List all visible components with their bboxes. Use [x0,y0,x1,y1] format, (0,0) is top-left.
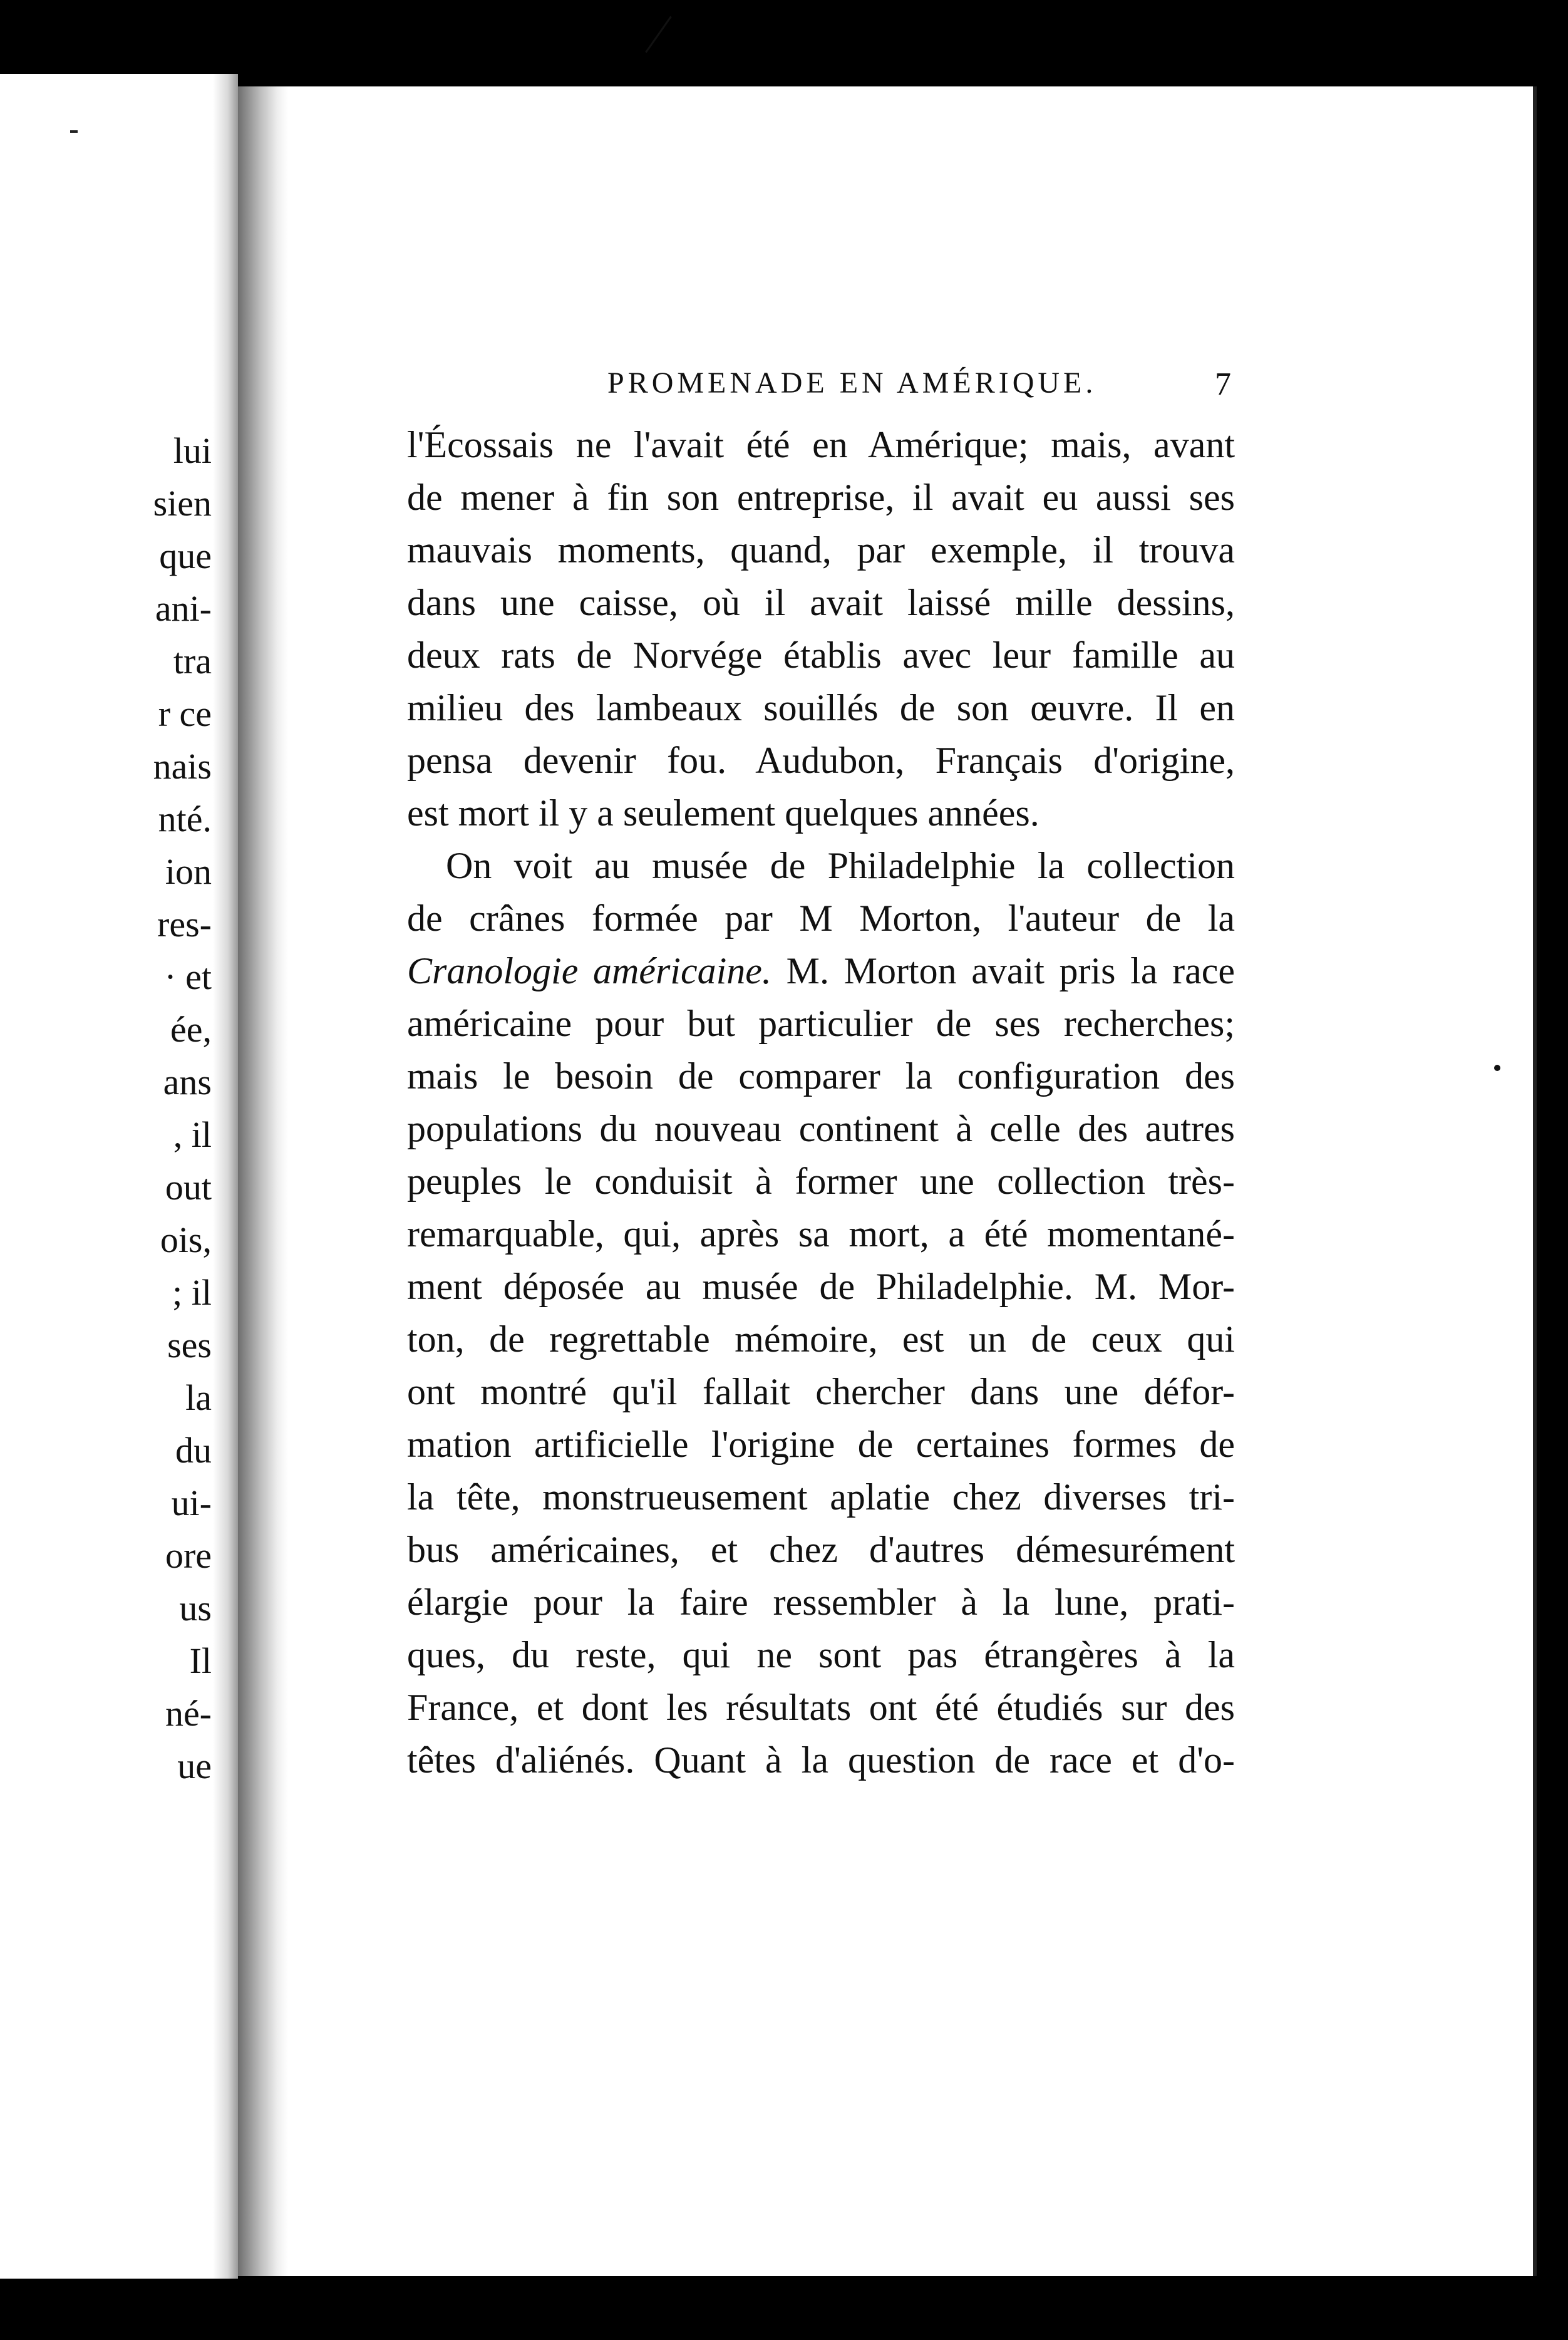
running-head: PROMENADE EN AMÉRIQUE. [607,366,1097,400]
text-line: mais le besoin de comparer la configuration des [407,1055,1235,1097]
text-line: ment déposée au musée de Philadelphie. M. Mor- [407,1266,1235,1307]
text-line-remainder: M. Morton avait pris la race [786,950,1235,991]
text-line-with-title [407,945,1235,997]
left-fragment-line: la [185,1377,212,1418]
text-line: bus américaines, et chez d'autres démesurément [407,1529,1235,1570]
text-line: remarquable, qui, après sa mort, a été momentané- [407,1213,1235,1255]
left-fragment-line: us [179,1588,212,1628]
left-fragment-line: nais [153,746,212,787]
left-page-fragment [0,74,238,2279]
text-line: populations du nouveau continent à celle des autres [407,1108,1235,1149]
left-page-gutter [213,74,238,2279]
left-fragment-line: , il [173,1114,212,1155]
left-fragment-line: ue [177,1746,212,1786]
paragraph-start-line: On voit au musée de Philadelphie la collection [446,845,1235,886]
page-edge [1533,86,1537,2276]
left-fragment-line: ée, [170,1009,212,1050]
left-fragment-line: ore [165,1535,212,1576]
text-line: élargie pour la faire ressembler à la lune, prati- [407,1582,1235,1623]
left-fragment-line: lui [173,430,212,471]
text-line: américaine pour but particulier de ses recherches; [407,1003,1235,1044]
text-line: peuples le conduisit à former une collection très- [407,1161,1235,1202]
left-fragment-line: ses [167,1325,212,1365]
left-fragment-line: ani- [155,588,212,629]
left-fragment-line: sien [153,483,212,524]
text-line: deux rats de Norvége établis avec leur famille au [407,634,1235,676]
page-number: 7 [1215,366,1231,402]
left-fragment-line: ; il [172,1272,212,1313]
scan-artifact [645,16,672,53]
left-fragment-line: res- [157,904,212,945]
left-fragment-line: du [175,1430,212,1471]
left-fragment-line: r ce [158,693,212,734]
text-line: têtes d'aliénés. Quant à la question de race et d'o- [407,1739,1235,1781]
left-fragment-line: que [159,536,212,576]
text-line: dans une caisse, où il avait laissé mille dessins, [407,582,1235,623]
text-line: ont montré qu'il fallait chercher dans une défor- [407,1371,1235,1412]
body-text [407,418,1235,1786]
text-line: ques, du reste, qui ne sont pas étrangères à la [407,1634,1235,1675]
text-line: pensa devenir fou. Audubon, Français d'origine, [407,740,1235,781]
page-binding-shadow [238,86,288,2276]
left-fragment-line: · et [164,956,212,997]
left-fragment-line: Il [189,1640,212,1681]
book-title-italic: Cranologie américaine. [407,950,771,991]
text-line: ton, de regrettable mémoire, est un de ceux qui [407,1318,1235,1360]
book-page [238,86,1537,2276]
left-fragment-line: ans [163,1062,212,1102]
text-line: l'Écossais ne l'avait été en Amérique; mais, avant [407,424,1235,465]
left-fragment-line: ion [165,851,212,892]
text-line: mation artificielle l'origine de certaines formes de [407,1424,1235,1465]
text-line: milieu des lambeaux souillés de son œuvre. Il en [407,687,1235,728]
left-fragment-line: tra [173,641,212,681]
scan-artifact [1494,1065,1500,1071]
left-fragment-line: out [165,1167,212,1208]
text-line: mauvais moments, quand, par exemple, il trouva [407,529,1235,571]
left-page-mark [70,130,78,133]
text-line: la tête, monstrueusement aplatie chez diverses tri- [407,1476,1235,1518]
text-line: de crânes formée par M Morton, l'auteur de la [407,898,1235,939]
text-line: France, et dont les résultats ont été étudiés sur des [407,1687,1235,1728]
left-fragment-line: né- [165,1693,212,1734]
left-fragment-line: ui- [171,1483,212,1523]
text-line: de mener à fin son entreprise, il avait eu aussi ses [407,477,1235,518]
left-fragment-line: nté. [158,799,212,839]
left-fragment-line: ois, [160,1219,212,1260]
text-line: est mort il y a seulement quelques années. [407,792,1039,834]
